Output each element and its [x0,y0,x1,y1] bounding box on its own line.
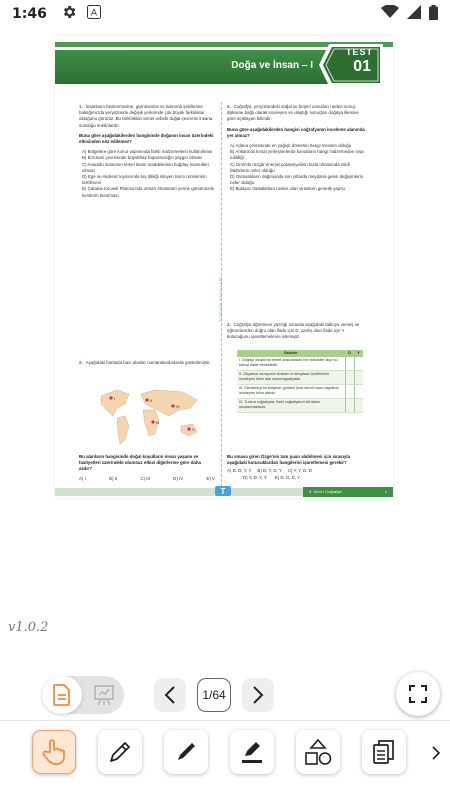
pencil-tool-button[interactable] [98,730,142,774]
status-time: 1:46 [12,6,47,22]
hand-tool-button[interactable] [32,730,76,774]
tool-bar [0,720,450,800]
option: A) I [79,475,86,481]
chevron-right-icon [252,686,264,704]
option: D) IV [173,475,184,481]
option: C) Anadolu insanının temel besin maddelerinin buğday mamulleri olması [82,161,209,173]
question-1: 1. İnsanların beslenmesine, giyinmesine ve barınma şekillerine baktığımızda yeryüzünde değişik yerlerinde çok büyük farklılıklar olduğunu görürüz. Bu farklılıkları temel sebebi doğal çevrenin insana sunduğu imkânlardır. Buna göre aşağıdakilerden hangisinde doğanın insan üzerindeki etkisinden söz edilemez? A) Bölgelere göre konut yapımında farklı malzemelerin kullanılması B) Erzurum çevresinde büyükbaş hayvancılığın yaygın olması C) Anadolu insanının temel besin maddelerinin buğday mamulleri olması D) Ege ve Akdeniz kıyılarında kış dikliği isteyen tarım ürünlerinin üretilmesi E) Çatalca-Kocaeli Platosu'nda orman örtüsünün yerine günümüzde kentlerin kurulması [79,104,215,198]
signal-icon [407,5,421,23]
table-row: IV. Turizm coğrafyası, fiziki coğrafyanın alt dalını oluşturmaktadır. [237,399,363,413]
next-page-button[interactable] [242,678,274,712]
highlighter-icon [239,739,265,765]
option: B) D, Y, D, Y [257,468,282,474]
option: D) Y, D, Y, Y [243,474,267,480]
statements-table [237,350,363,456]
chapter-title: Doğa ve İnsan – I [231,60,313,71]
page-indicator[interactable]: 1/64 [197,678,231,712]
test-label: TEST [345,47,373,57]
question-3: 3. Coğrafya, yeryüzündeki doğal ve beşeri unsurları neden-sonuç ilişkisine bağlı olarak inceleyen ve ulaştığı sonuçları doğaya ilkesine göre açıklayan bilimdir. Buna göre aşağıdakilerden hangisi coğrafyanın inceleme alanında yer almaz? A) Adana çevresinde en yağışlı dönemin hangi mevsim olduğu B) Ankara'da kırsal yerleşmelerde konutların hangi malzemeden inşa edildiği C) İzmir'de rüzgâr enerjisi potansiyelinin fazla olmasında etkili faktörlerin neler olduğu D) Osmanlıların dağılışında son yıllarda meydana gelen değişimlerin neler olduğu E) Bulaşıcı hastalıklara neden olan virüslerin genetik yapısı [227,104,365,192]
status-bar [0,0,450,28]
chevron-right-icon [432,746,440,760]
option: B) Ankara'da kırsal yerleşmelerde konutların hangi malzemeden inşa edildiği [230,149,364,161]
pencil-icon [108,740,132,764]
option: E) D, D, D, Y [274,474,301,480]
presentation-icon [93,684,115,706]
option: E) V [206,475,215,481]
question-4-prompt: Bu sınava giren Özge'nin tam puan alabilmesi için sırasıyla aşağıdaki kutucuklardan hangilerini işaretlemesi gerekir? A) D, D, Y, Y B) D, Y, D, Y C) Y, Y, D, D D) Y, D, Y, Y E) D, D, D, Y [227,454,351,480]
wifi-icon [381,5,399,23]
option: D) Ege ve Akdeniz kıyılarında kış dikliği isteyen tarım ürünlerinin üretilmesi [82,174,207,186]
option: A) Bölgelere göre konut yapımında farklı malzemelerin kullanılması [82,149,213,155]
option: A) Adana çevresinde en yağışlı dönemin hangi mevsim olduğu [230,143,352,149]
page-header [55,36,393,98]
shapes-tool-button[interactable] [296,730,340,774]
fullscreen-icon [409,685,427,703]
question-2-prompt: Bu alanların hangisinde doğal koşulların insan yaşamı ve faaliyetleri üzerindeki olumsuz etkisi diğerlerine göre daha azdır? A) I B) II C) III D) IV E) V [79,454,215,481]
map-label: I [114,396,116,401]
map-label: V [192,427,195,432]
document-page[interactable] [55,36,393,498]
table-row: II. Okyanus suларının fiziksel ve kimyasal özelliklerini inceleyen bilim dalı oseonografiyadır. [237,371,363,385]
keyboard-a-icon [87,5,101,23]
map-label: III [156,420,160,425]
more-tools-button[interactable] [428,741,444,765]
fullscreen-button[interactable] [396,672,440,716]
question-2: 2. Aşağıdaki haritada bazı alanlar numaralandırılarak gösterilmiştir. [79,360,211,365]
publisher-stamp: TÜMLER YAYINLARI [218,276,223,322]
version-label: v1.0.2 [8,620,49,635]
svg-text:A: A [90,8,97,19]
shapes-icon [304,738,332,766]
question-4: 4. Coğrafya öğretmeni yazılığı sınavda aşağıdaki tabloyu vermiş ve öğrencilerden doğru olan ifade için D, yanlış olan ifade için Y kutucuğunu işaretlemelerini istemiştir. [227,322,360,340]
option: C) İzmir'de rüzgâr enerjisi potansiyelinin fazla olmasında etkili faktörlerin neler olduğu [230,161,350,173]
right-column [227,104,365,193]
publisher-logo-icon [215,484,231,498]
document-icon [52,684,72,706]
document-viewer[interactable] [0,28,450,670]
option: E) Bulaşıcı hastalıklara neden olan virüslerin genetik yapısı [230,186,345,192]
highlighter-tool-button[interactable] [230,730,274,774]
battery-icon [429,5,438,24]
footer-label: 9. Sınıf • Coğrafya 1 [303,487,393,497]
option: B) Erzurum çevresinde büyükbaş hayvancılığın yaygın olması [82,155,203,161]
table-row: III. Klimatoloji bir bölgede görülen kısa süreli hava olaylarını inceleyen bilim dalıdır. [237,385,363,399]
view-mode-toggle[interactable] [42,676,124,714]
previous-page-button[interactable] [154,678,186,712]
option: E) Çatalca-Kocaeli Platosu'nda orman örtüsünün yerine günümüzde kentlerin kurulması [82,186,215,198]
navigation-toolbar [0,670,450,720]
chevron-left-icon [164,686,176,704]
map-label: II [150,398,153,403]
option: B) II [109,475,118,481]
test-number: 01 [353,58,371,75]
table-header: İfadeler D Y [237,350,363,357]
world-map-image [95,382,205,450]
marker-tool-button[interactable] [164,730,208,774]
presentation-mode-button[interactable] [84,676,124,714]
option: C) III [140,475,150,481]
pages-icon [372,739,396,765]
option: A) D, D, Y, Y [227,468,252,474]
document-mode-button[interactable] [42,676,82,714]
map-label: IV [176,404,180,409]
option: D) Osmanlıların dağılışında son yıllarda meydana gelen değişimlerin neler olduğu [230,174,364,186]
gear-icon [61,4,77,24]
marker-icon [174,740,198,764]
option: C) Y, Y, D, D [287,468,312,474]
svg-text:T: T [220,487,226,496]
hand-pointer-icon [42,738,66,766]
table-row: I. Doğayı oluşturan temel unsurlardan biri hidrosfer olup su küreyi ifade etmektedir. [237,357,363,371]
left-column [79,104,215,199]
pages-tool-button[interactable] [362,730,406,774]
